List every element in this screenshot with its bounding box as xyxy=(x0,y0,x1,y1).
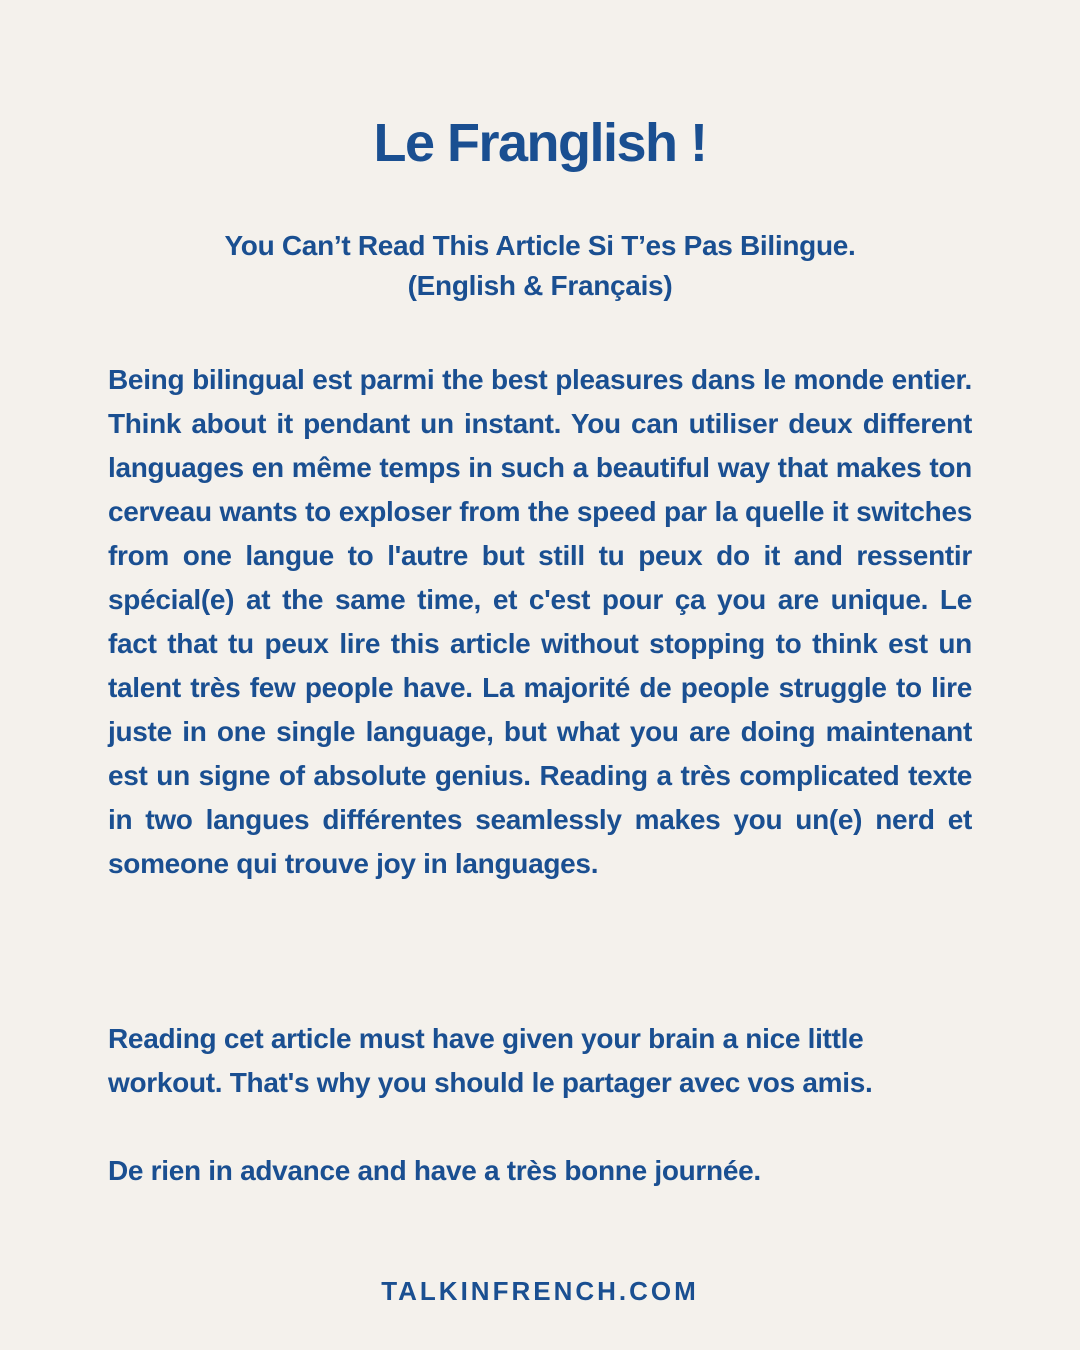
body-paragraph-2: Reading cet article must have given your brain a nice little workout. That's why you should le partager avec vos amis. xyxy=(108,1023,873,1098)
subtitle-line-2: (English & Français) xyxy=(407,270,673,301)
subtitle-line-1: You Can’t Read This Article Si T’es Pas Bilingue. xyxy=(224,230,856,261)
page-title: Le Franglish ! xyxy=(373,113,707,173)
footer-website: TALKINFRENCH.COM xyxy=(381,1276,699,1306)
body-paragraph-1: Being bilingual est parmi the best pleasures dans le monde entier. Think about it pendant un instant. You can utiliser deux different languages en même temps in such a beautiful way that makes ton cerveau wants to exploser from the speed par la quelle it switches from one langue to l'autre but still tu peux do it and ressentir spécial(e) at the same time, et c'est pour ça you are unique. Le fact that tu peux lire this article without stopping to think est un talent très few people have. La majorité de people struggle to lire juste in one single language, but what you are doing maintenant est un signe of absolute genius. Reading a très complicated texte in two langues différentes seamlessly makes you un(e) nerd et someone qui trouve joy in languages. xyxy=(108,364,972,879)
body-paragraph-3: De rien in advance and have a très bonne journée. xyxy=(108,1155,761,1186)
subtitle xyxy=(0,226,1080,306)
